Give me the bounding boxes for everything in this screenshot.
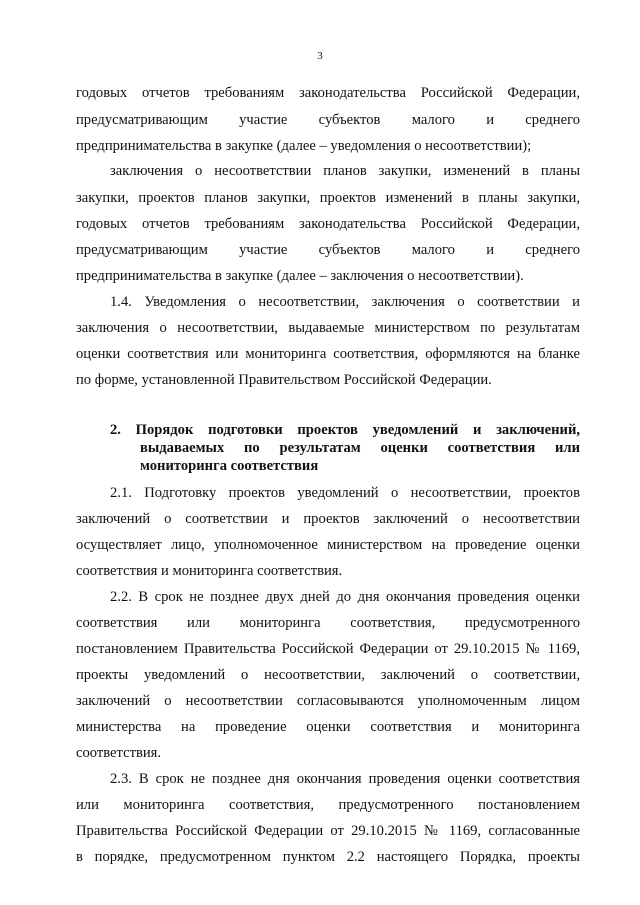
text-line: соответствия. bbox=[76, 745, 162, 761]
text-line: соответствия или мониторинга соответствия, предусмотренного bbox=[76, 615, 580, 631]
text-line: или мониторинга соответствия, предусмотренного постановлением bbox=[76, 797, 580, 813]
text-line: заключения о несоответствии планов закупки, изменений в планы bbox=[110, 163, 580, 179]
text-line: закупки, проектов планов закупки, проектов изменений в планы закупки, bbox=[76, 190, 580, 206]
text-line: Правительства Российской Федерации от 29.10.2015 № 1169, согласованные bbox=[76, 823, 580, 839]
text-line: предусматривающим участие субъектов малого и среднего bbox=[76, 112, 580, 128]
text-line: годовых отчетов требованиям законодательства Российской Федерации, bbox=[76, 85, 580, 101]
text-line: министерства на проведение оценки соответствия и мониторинга bbox=[76, 719, 580, 735]
text-line: предусматривающим участие субъектов малого и среднего bbox=[76, 242, 580, 258]
text-line: 2.1. Подготовку проектов уведомлений о несоответствии, проектов bbox=[110, 485, 580, 501]
text-line: проекты уведомлений о несоответствии, заключений о соответствии, bbox=[76, 667, 580, 683]
text-line: предпринимательства в закупке (далее – заключения о несоответствии). bbox=[76, 268, 524, 284]
text-line: 1.4. Уведомления о несоответствии, заключения о соответствии и bbox=[110, 294, 580, 310]
text-line: соответствия и мониторинга соответствия. bbox=[76, 563, 343, 579]
text-line: постановлением Правительства Российской Федерации от 29.10.2015 № 1169, bbox=[76, 641, 580, 657]
text-line: заключений о соответствии и проектов заключений о несоответствии bbox=[76, 511, 580, 527]
section-heading: выдаваемых по результатам оценки соответствия или bbox=[140, 440, 580, 456]
section-heading: 2. Порядок подготовки проектов уведомлений и заключений, bbox=[110, 422, 580, 438]
text-line: 2.3. В срок не позднее дня окончания проведения оценки соответствия bbox=[110, 771, 580, 787]
text-line: годовых отчетов требованиям законодательства Российской Федерации, bbox=[76, 216, 580, 232]
page-number: 3 bbox=[317, 50, 323, 62]
text-line: заключений о несоответствии согласовываются уполномоченным лицом bbox=[76, 693, 580, 709]
text-line: заключения о несоответствии, выдаваемые министерством по результатам bbox=[76, 320, 580, 336]
text-line: 2.2. В срок не позднее двух дней до дня окончания проведения оценки bbox=[110, 589, 580, 605]
text-line: осуществляет лицо, уполномоченное министерством на проведение оценки bbox=[76, 537, 580, 553]
text-line: оценки соответствия или мониторинга соответствия, оформляются на бланке bbox=[76, 346, 580, 362]
text-line: в порядке, предусмотренном пунктом 2.2 настоящего Порядка, проекты bbox=[76, 849, 580, 865]
text-line: по форме, установленной Правительством Российской Федерации. bbox=[76, 372, 492, 388]
section-heading: мониторинга соответствия bbox=[140, 458, 319, 474]
text-line: предпринимательства в закупке (далее – уведомления о несоответствии); bbox=[76, 138, 532, 154]
